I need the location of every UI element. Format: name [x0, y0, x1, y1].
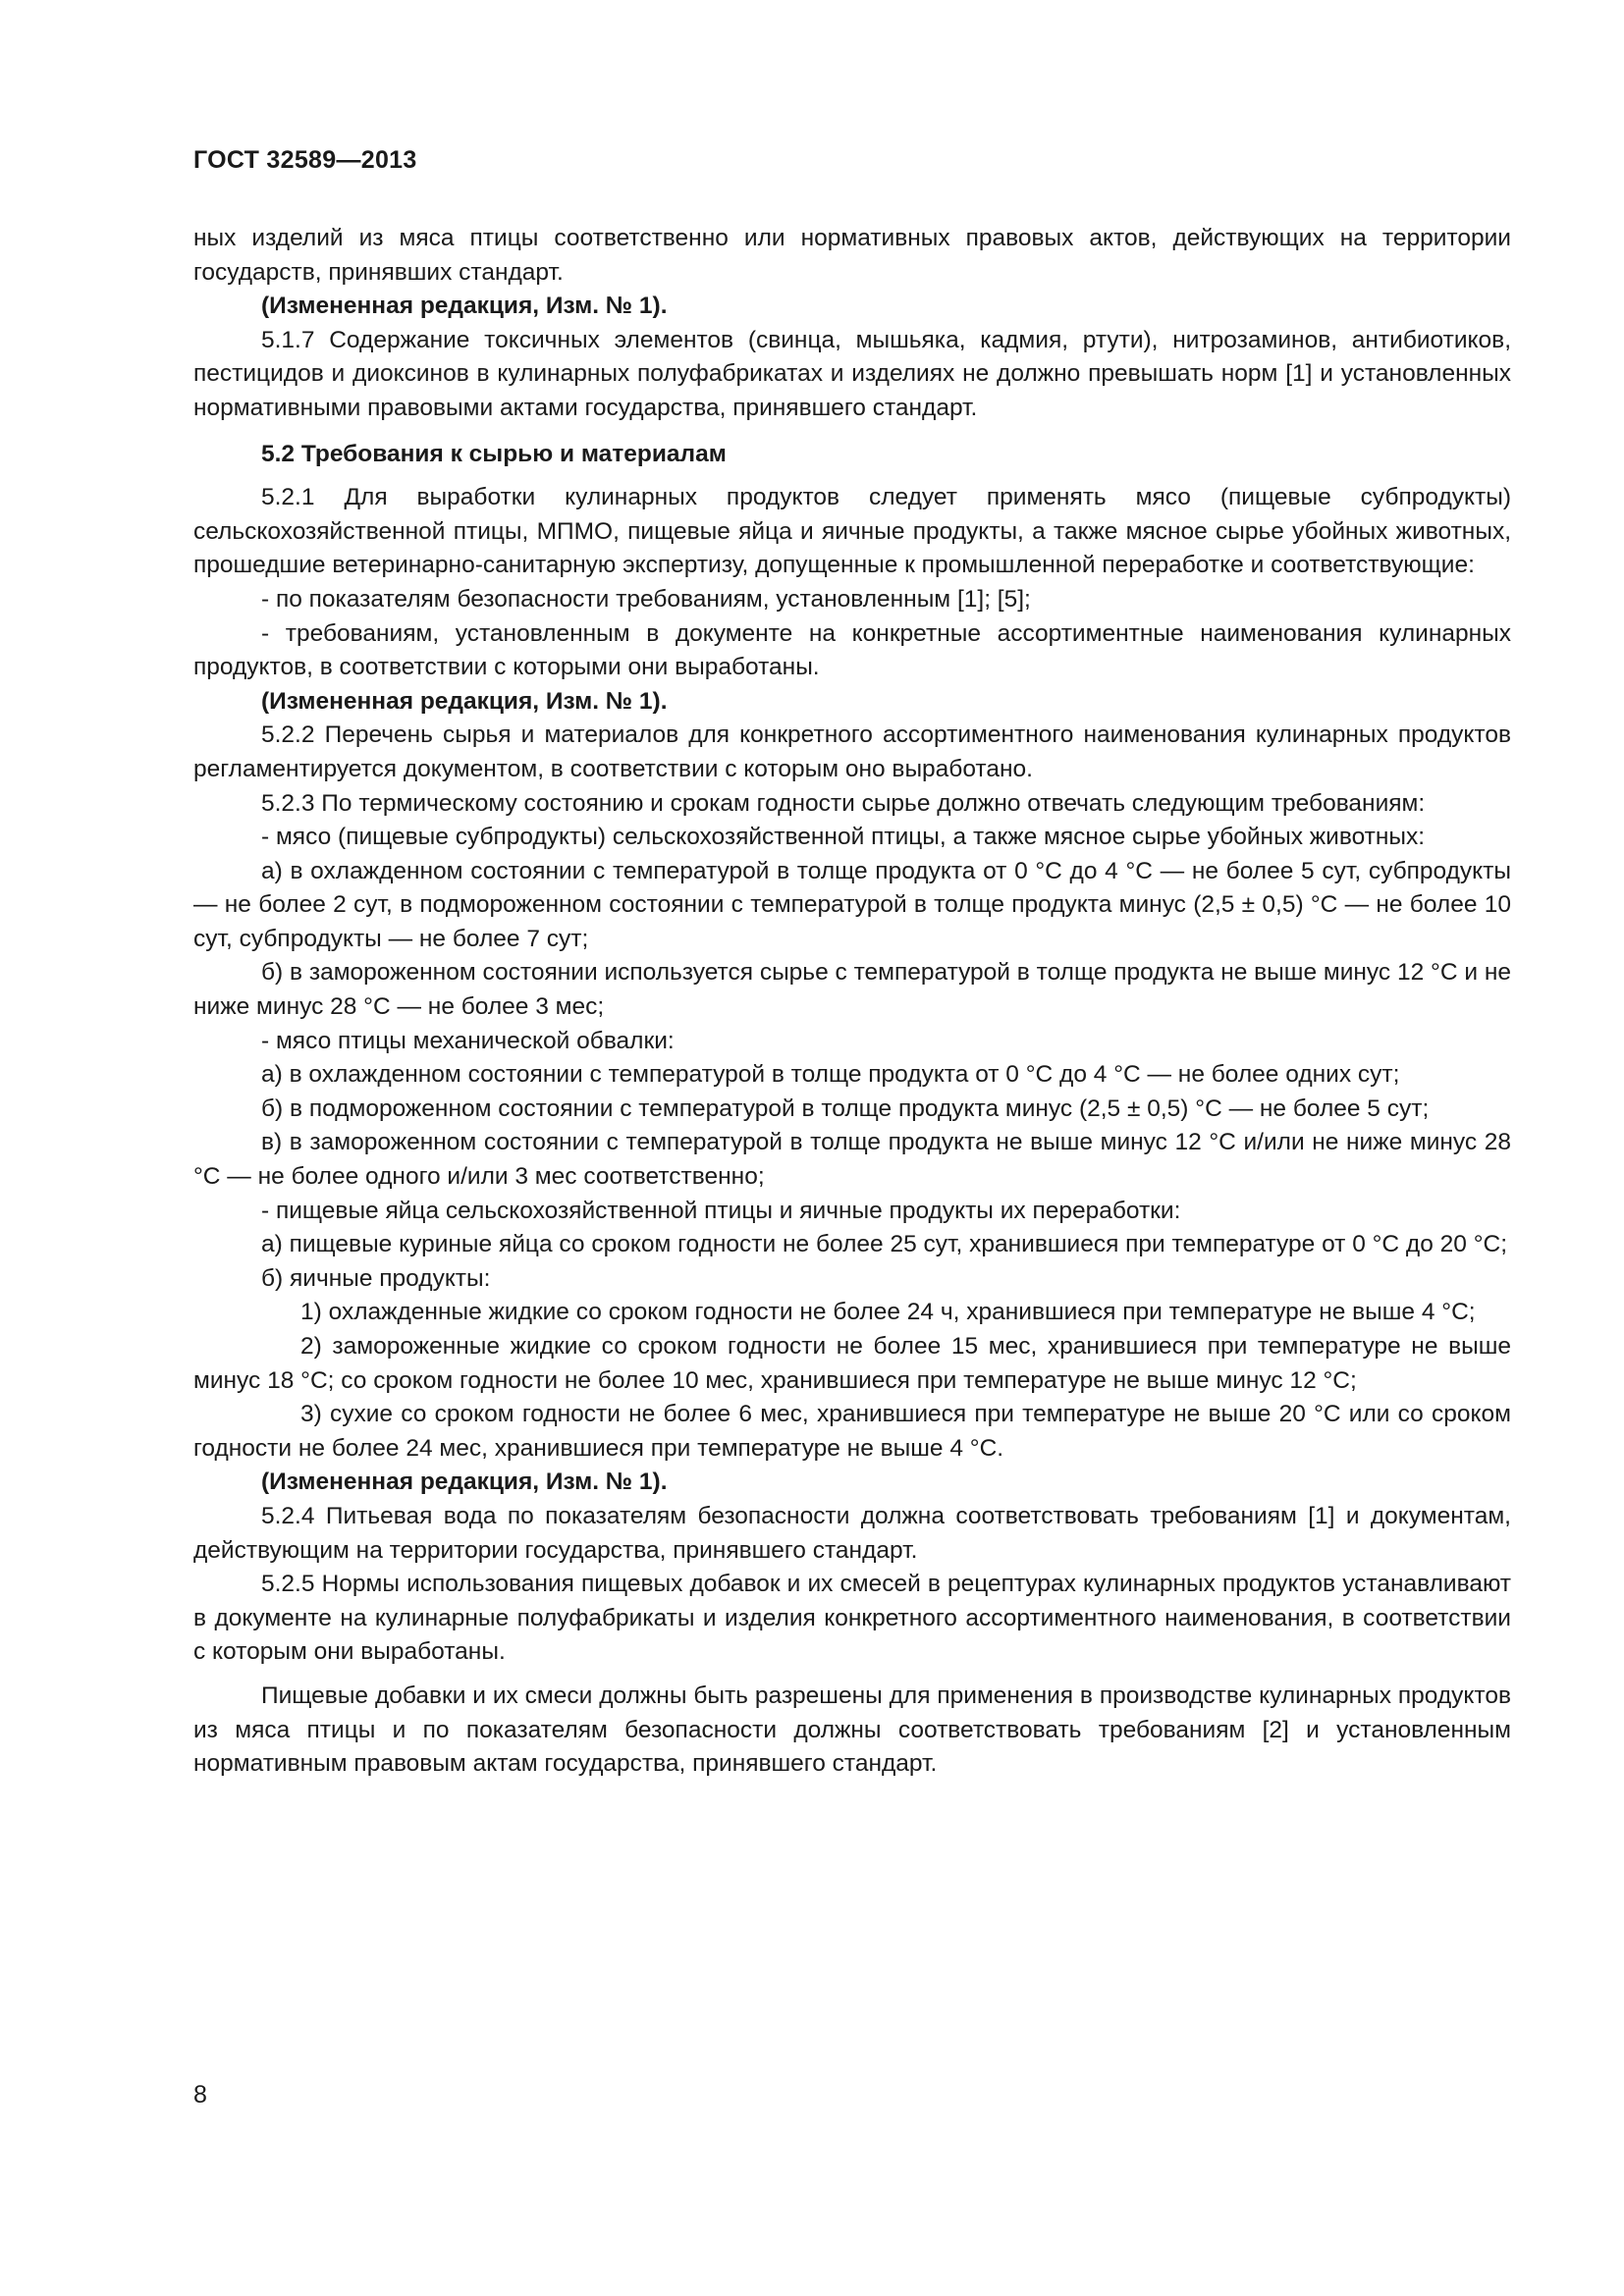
list-item: - по показателям безопасности требованиям, установленным [1]; [5]; — [261, 585, 1031, 613]
list-item: - мясо (пищевые субпродукты) сельскохозяйственной птицы, а также мясное сырье убойных животных: — [261, 824, 1426, 851]
standard-code: ГОСТ 32589—2013 — [193, 146, 417, 174]
list-item: - требованиям, установленным в документе на конкретные ассортиментные наименования кулинарных продуктов, в соответствии с которыми они выработаны. — [193, 619, 1511, 681]
clause-5-2-3: 5.2.3 По термическому состоянию и срокам годности сырье должно отвечать следующим требованиям: — [261, 789, 1426, 817]
list-item: а) пищевые куриные яйца со сроком годности не более 25 сут, хранившиеся при температуре от 0 °С до 20 °С; — [261, 1231, 1508, 1258]
paragraph-continuation: ных изделий из мяса птицы соответственно или нормативных правовых актов, действующих на территории государств, принявших стандарт. — [193, 225, 1511, 286]
clause-5-2-1: 5.2.1 Для выработки кулинарных продуктов следует применять мясо (пищевые субпродукты) сельскохозяйственной птицы, МПМО, пищевые яйца и яичные продукты, а также мясное сырье убойных животных, прошедшие ветеринарно-санитарную экспертизу, допущенные к промышленной переработке и соответствующие: — [193, 484, 1511, 579]
sub-list-item: 1) охлажденные жидкие со сроком годности не более 24 ч, хранившиеся при температуре не выше 4 °С; — [300, 1299, 1476, 1326]
list-item: б) в замороженном состоянии используется сырье с температурой в толще продукта не выше минус 12 °С и не ниже минус 28 °С — не более 3 мес; — [193, 959, 1511, 1021]
sub-list-item: 3) сухие со сроком годности не более 6 мес, хранившиеся при температуре не выше 20 °С или со сроком годности не более 24 мес, хранившиеся при температуре не выше 4 °С. — [193, 1401, 1511, 1462]
amendment-note: (Измененная редакция, Изм. № 1). — [261, 687, 668, 715]
clause-5-2-4: 5.2.4 Питьевая вода по показателям безопасности должна соответствовать требованиям [1] и документам, действующим на территории государства, принявшего стандарт. — [193, 1502, 1511, 1564]
section-heading-5-2: 5.2 Требования к сырью и материалам — [261, 440, 727, 467]
list-item: в) в замороженном состоянии с температурой в толще продукта не выше минус 12 °С и/или не ниже минус 28 °С — не более одного и/или 3 мес соответственно; — [193, 1129, 1511, 1191]
clause-5-2-5: 5.2.5 Нормы использования пищевых добавок и их смесей в рецептурах кулинарных продуктов устанавливают в документе на кулинарные полуфабрикаты и изделия конкретного ассортиментного наименования, в соответствии с которым они выработаны. — [193, 1571, 1511, 1666]
amendment-note: (Измененная редакция, Изм. № 1). — [261, 293, 668, 320]
amendment-note: (Измененная редакция, Изм. № 1). — [261, 1468, 668, 1496]
list-item: - пищевые яйца сельскохозяйственной птицы и яичные продукты их переработки: — [261, 1197, 1181, 1224]
sub-list-item: 2) замороженные жидкие со сроком годности не более 15 мес, хранившиеся при температуре не выше минус 18 °С; со сроком годности не более 10 мес, хранившиеся при температуре не выше минус 12 °С; — [193, 1333, 1511, 1394]
list-item: а) в охлажденном состоянии с температурой в толще продукта от 0 °С до 4 °С — не более одних сут; — [261, 1061, 1400, 1089]
list-item: - мясо птицы механической обвалки: — [261, 1027, 675, 1054]
list-item: б) яичные продукты: — [261, 1264, 491, 1292]
list-item: б) в подмороженном состоянии с температурой в толще продукта минус (2,5 ± 0,5) °С — не более 5 сут; — [261, 1095, 1430, 1122]
clause-5-2-2: 5.2.2 Перечень сырья и материалов для конкретного ассортиментного наименования кулинарных продуктов регламентируется документом, в соответствии с которым оно выработано. — [193, 721, 1511, 782]
list-item: а) в охлажденном состоянии с температурой в толще продукта от 0 °С до 4 °С — не более 5 сут, субпродукты — не более 2 сут, в подмороженном состоянии с температурой в толще продукта минус (2,5 ± 0,5) °С — не более 10 сут, субпродукты — не более 7 сут; — [193, 857, 1511, 952]
clause-5-2-5-continuation: Пищевые добавки и их смеси должны быть разрешены для применения в производстве кулинарных продуктов из мяса птицы и по показателям безопасности должны соответствовать требованиям [2] и установленным нормативным правовым актам государства, принявшего стандарт. — [193, 1682, 1511, 1778]
page-body — [193, 222, 1511, 1782]
clause-5-1-7: 5.1.7 Содержание токсичных элементов (свинца, мышьяка, кадмия, ртути), нитрозаминов, антибиотиков, пестицидов и диоксинов в кулинарных полуфабрикатах и изделиях не должно превышать норм [1] и установленных нормативными правовыми актами государства, принявшего стандарт. — [193, 326, 1511, 421]
page-number: 8 — [193, 2081, 207, 2109]
